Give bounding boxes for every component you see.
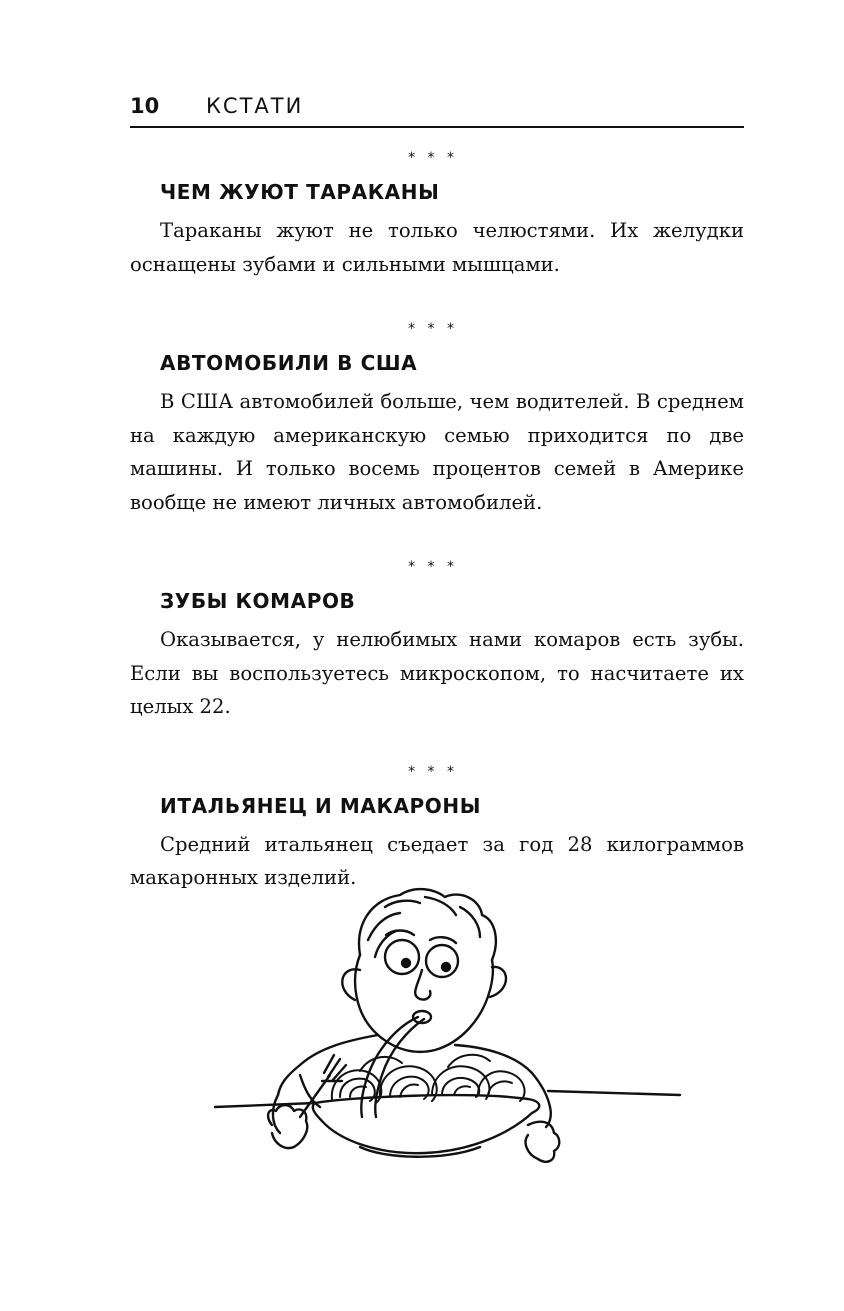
section-heading: ЧЕМ ЖУЮТ ТАРАКАНЫ xyxy=(160,180,440,204)
section-separator: * * * xyxy=(408,321,458,337)
book-page xyxy=(130,88,744,895)
left-hand-icon xyxy=(268,1105,307,1148)
hair-icon xyxy=(359,889,496,960)
running-title: КСТАТИ xyxy=(206,94,304,118)
head-icon xyxy=(355,955,493,1052)
section-heading: ЗУБЫ КОМАРОВ xyxy=(160,589,356,613)
section-heading: АВТОМОБИЛИ В США xyxy=(160,351,418,375)
section-mosquito-teeth xyxy=(130,559,744,724)
right-hand-icon xyxy=(526,1122,560,1162)
section-separator: * * * xyxy=(408,763,458,780)
section-text: Оказывается, у нелюбимых нами комаров есть зубы. Если вы воспользуетесь микроскопом, то насчитаете их целых 22. xyxy=(130,628,744,718)
man-eating-spaghetti-illustration xyxy=(210,885,690,1175)
bowl-icon xyxy=(313,1095,539,1153)
section-separator: * * * xyxy=(408,559,458,575)
left-eye-icon xyxy=(385,940,419,974)
section-separator: * * * xyxy=(408,150,458,166)
section-cockroaches xyxy=(130,150,744,281)
section-heading: ИТАЛЬЯНЕЦ И МАКАРОНЫ xyxy=(160,793,482,818)
nose-icon xyxy=(415,970,430,1000)
section-text: Тараканы жуют не только челюстями. Их желудки оснащены зубами и сильными мышцами. xyxy=(130,219,744,276)
right-eye-icon xyxy=(426,945,458,977)
section-text: В США автомобилей больше, чем водителей. В среднем на каждую американскую семью приходится по две машины. И только восемь процентов семей в Америке вообще не имеют личных автомобилей. xyxy=(130,390,744,514)
running-head xyxy=(130,88,744,128)
section-text: Средний итальянец съедает за год 28 килограммов макаронных изделий. xyxy=(130,832,744,889)
fork-icon xyxy=(300,1055,346,1117)
table-edge-icon xyxy=(215,1091,680,1107)
section-usa-cars xyxy=(130,321,744,519)
section-italian-pasta xyxy=(130,764,744,895)
page-number: 10 xyxy=(130,94,160,118)
